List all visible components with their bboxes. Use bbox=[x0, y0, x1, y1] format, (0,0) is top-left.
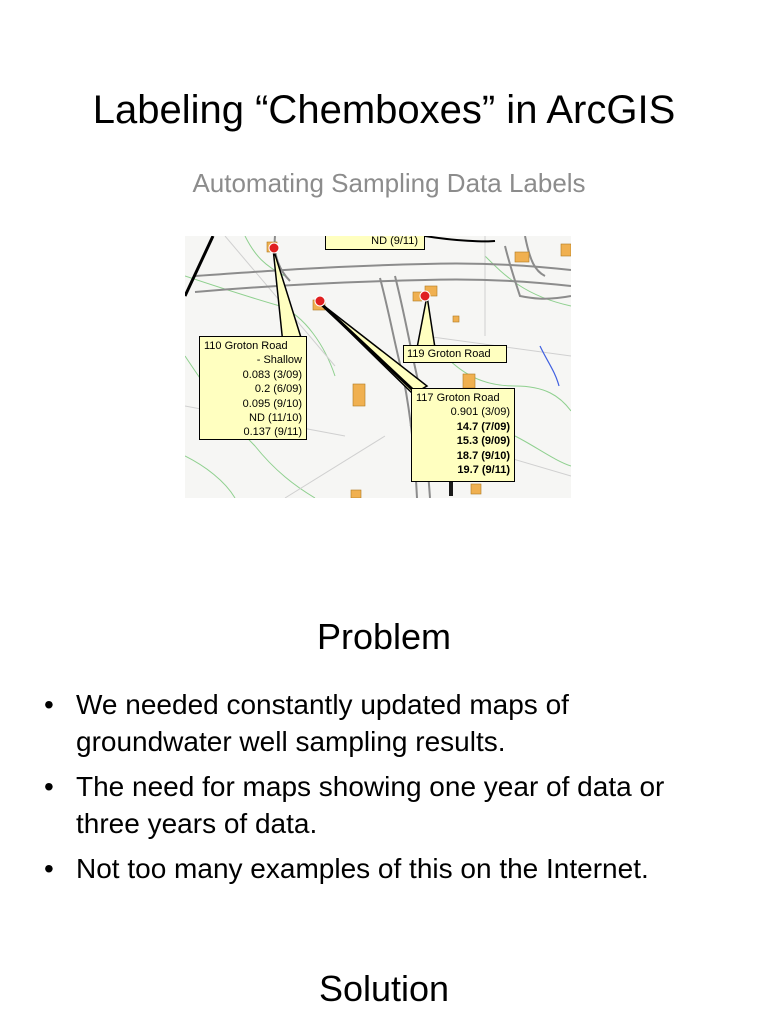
bullet-item bbox=[44, 768, 724, 842]
slide-subtitle: Automating Sampling Data Labels bbox=[192, 168, 586, 198]
bullet-item bbox=[44, 850, 724, 887]
chembox-117-line-exceed: 14.7 (7/09) bbox=[456, 420, 510, 433]
well-markers bbox=[269, 243, 430, 306]
bullet-text: We needed constantly updated maps of groundwater well sampling results. bbox=[76, 689, 569, 757]
chembox-110 bbox=[199, 336, 307, 440]
chembox-119-label: 119 Groton Road bbox=[407, 348, 491, 360]
bullet-dot: • bbox=[44, 853, 54, 884]
bullet-text: Not too many examples of this on the Internet. bbox=[76, 853, 649, 884]
sampling-map bbox=[185, 236, 571, 498]
solution-heading: Solution bbox=[318, 968, 450, 1009]
chembox-110-line: - Shallow bbox=[256, 354, 302, 367]
bullet-dot: • bbox=[44, 771, 54, 802]
leader-top-left bbox=[185, 236, 213, 296]
chembox-110-line: 0.137 (9/11) bbox=[243, 426, 302, 439]
chembox-117-line-exceed: 18.7 (9/10) bbox=[456, 449, 510, 462]
chembox-110-line: 0.083 (3/09) bbox=[242, 368, 302, 381]
chembox-117-line: 0.901 (3/09) bbox=[450, 406, 510, 419]
chembox-110-line: ND (11/10) bbox=[249, 412, 302, 425]
chembox-110-line: 110 Groton Road bbox=[204, 340, 288, 352]
chembox-117-line: 117 Groton Road bbox=[416, 392, 500, 404]
chembox-110-line: 0.095 (9/10) bbox=[242, 397, 302, 410]
chembox-110-line: 0.2 (6/09) bbox=[254, 383, 302, 396]
slide-title: Labeling “Chemboxes” in ArcGIS bbox=[92, 88, 676, 132]
bullet-item bbox=[44, 686, 724, 760]
problem-bullet-list bbox=[44, 686, 724, 895]
label-top-nd bbox=[325, 236, 425, 250]
chembox-119 bbox=[403, 345, 507, 363]
bullet-dot: • bbox=[44, 689, 54, 720]
chembox-117-line-exceed: 19.7 (9/11) bbox=[457, 464, 510, 477]
leader-dark-line bbox=[319, 302, 413, 390]
label-top-text: ND (9/11) bbox=[371, 236, 418, 247]
chembox-117-line-exceed: 15.3 (9/09) bbox=[456, 435, 510, 448]
problem-heading: Problem bbox=[316, 616, 452, 657]
chembox-117 bbox=[411, 388, 515, 482]
bullet-text: The need for maps showing one year of data or three years of data. bbox=[76, 771, 665, 839]
